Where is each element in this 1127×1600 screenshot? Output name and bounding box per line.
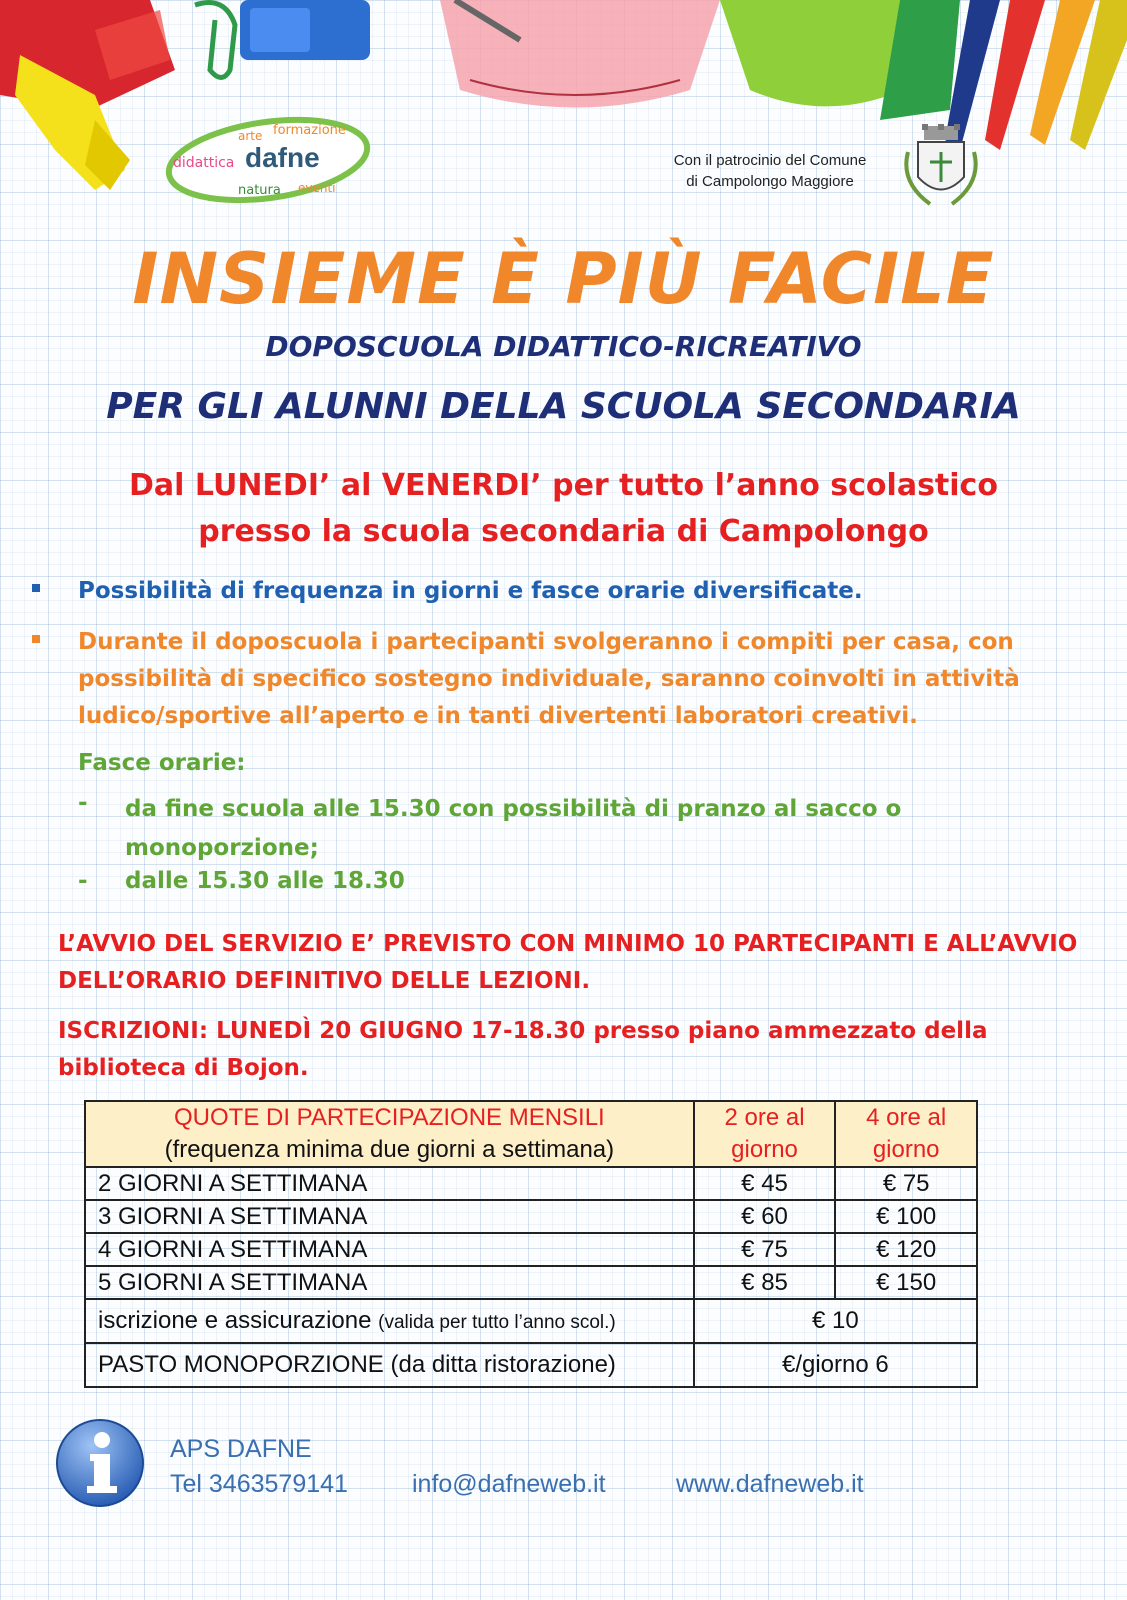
dash-marker: - bbox=[78, 868, 88, 894]
info-icon bbox=[55, 1418, 145, 1508]
table-row bbox=[85, 1200, 977, 1233]
header-main-title: QUOTE DI PARTECIPAZIONE MENSILI bbox=[173, 1104, 605, 1131]
row-value-2ore: € 85 bbox=[694, 1266, 836, 1299]
page-title: INSIEME È PIÙ FACILE bbox=[132, 238, 995, 320]
table-header-main bbox=[85, 1101, 694, 1167]
logo-name: dafne bbox=[245, 142, 320, 173]
dash-marker: - bbox=[78, 790, 88, 816]
iscrizione-label-text: iscrizione e assicurazione bbox=[98, 1307, 372, 1334]
header-col-4ore: 4 ore al giorno bbox=[835, 1101, 977, 1167]
fascia-item: da fine scuola alle 15.30 con possibilità di pranzo al sacco o monoporzione; bbox=[125, 796, 902, 861]
iscrizione-value: € 10 bbox=[694, 1299, 977, 1343]
svg-text:arte: arte bbox=[238, 129, 263, 143]
row-value-4ore: € 100 bbox=[835, 1200, 977, 1233]
row-value-2ore: € 60 bbox=[694, 1200, 836, 1233]
svg-text:natura: natura bbox=[238, 183, 281, 198]
row-value-2ore: € 75 bbox=[694, 1233, 836, 1266]
svg-text:didattica: didattica bbox=[173, 155, 235, 171]
row-label: 2 GIORNI A SETTIMANA bbox=[85, 1167, 694, 1200]
contact-org: APS DAFNE bbox=[170, 1435, 312, 1463]
iscrizione-note: (valida per tutto l’anno scol.) bbox=[378, 1312, 616, 1333]
fascia-item: dalle 15.30 alle 18.30 bbox=[125, 868, 405, 894]
table-row bbox=[85, 1167, 977, 1200]
contact-phone: Tel 3463579141 bbox=[170, 1470, 348, 1498]
contact-email[interactable]: info@dafneweb.it bbox=[412, 1470, 606, 1498]
row-value-2ore: € 45 bbox=[694, 1167, 836, 1200]
table-row bbox=[85, 1266, 977, 1299]
table-row-iscrizione bbox=[85, 1299, 977, 1343]
row-value-4ore: € 75 bbox=[835, 1167, 977, 1200]
row-value-4ore: € 150 bbox=[835, 1266, 977, 1299]
bullet-square bbox=[32, 584, 40, 592]
bullet-doposcuola: Durante il doposcuola i partecipanti svolgeranno i compiti per casa, con possibilità di specifico sostegno individuale, saranno coinvolti in attività ludico/sportive all’aperto e in tanti divertenti laboratori creativi. bbox=[78, 629, 1020, 729]
schedule-days: Dal LUNEDI’ al VENERDI’ per tutto l’anno scolastico bbox=[129, 468, 998, 503]
table-header-row bbox=[85, 1101, 977, 1167]
pasto-label: PASTO MONOPORZIONE (da ditta ristorazione) bbox=[85, 1343, 694, 1387]
price-table bbox=[84, 1100, 978, 1388]
row-value-4ore: € 120 bbox=[835, 1233, 977, 1266]
table-row bbox=[85, 1233, 977, 1266]
svg-text:eventi: eventi bbox=[298, 181, 336, 195]
svg-text:formazione: formazione bbox=[273, 123, 346, 138]
notice-avvio: L’AVVIO DEL SERVIZIO E’ PREVISTO CON MINIMO 10 PARTECIPANTI E ALL’AVVIO DELL’ORARIO DEFINITIVO DELLE LEZIONI. bbox=[58, 931, 1078, 994]
contact-website[interactable]: www.dafneweb.it bbox=[676, 1470, 864, 1498]
iscrizione-label bbox=[85, 1299, 694, 1343]
pasto-value: €/giorno 6 bbox=[694, 1343, 977, 1387]
row-label: 3 GIORNI A SETTIMANA bbox=[85, 1200, 694, 1233]
fasce-title: Fasce orarie: bbox=[78, 750, 246, 776]
notice-iscrizioni: ISCRIZIONI: LUNEDÌ 20 GIUGNO 17-18.30 presso piano ammezzato della biblioteca di Bojon. bbox=[58, 1018, 988, 1081]
row-label: 5 GIORNI A SETTIMANA bbox=[85, 1266, 694, 1299]
patronage-text bbox=[660, 150, 880, 192]
coat-of-arms-icon bbox=[900, 122, 982, 212]
header-col-2ore: 2 ore al giorno bbox=[694, 1101, 836, 1167]
bullet-frequenza: Possibilità di frequenza in giorni e fasce orarie diversificate. bbox=[78, 578, 863, 604]
bullet-square bbox=[32, 635, 40, 643]
header-main-sub: (frequenza minima due giorni a settimana) bbox=[164, 1136, 615, 1163]
patronage-line1: Con il patrocinio del Comune bbox=[673, 152, 867, 169]
schedule-location: presso la scuola secondaria di Campolongo bbox=[198, 514, 929, 549]
table-row-pasto bbox=[85, 1343, 977, 1387]
subtitle-doposcuola: DOPOSCUOLA DIDATTICO-RICREATIVO bbox=[265, 330, 862, 363]
patronage-line2: di Campolongo Maggiore bbox=[686, 173, 854, 190]
subtitle-alunni: PER GLI ALUNNI DELLA SCUOLA SECONDARIA bbox=[106, 386, 1021, 427]
row-label: 4 GIORNI A SETTIMANA bbox=[85, 1233, 694, 1266]
